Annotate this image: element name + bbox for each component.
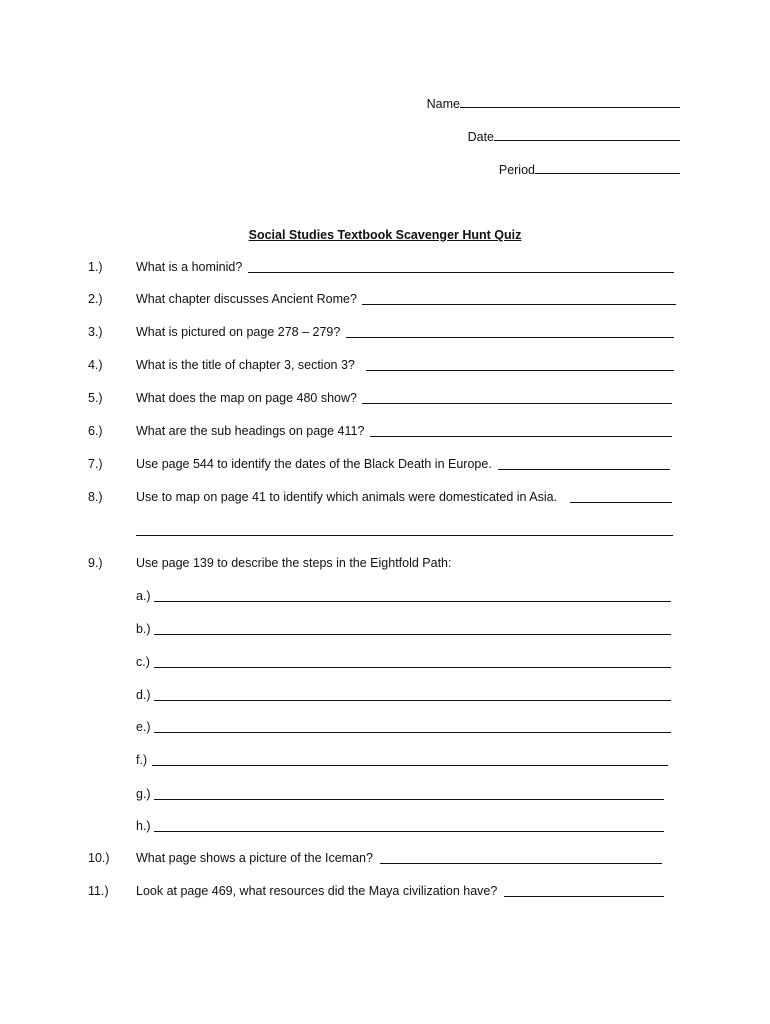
sub-item-a: [0, 589, 770, 605]
page-title: Social Studies Textbook Scavenger Hunt Quiz: [248, 228, 522, 242]
answer-blank[interactable]: [154, 799, 664, 800]
answer-blank[interactable]: [248, 272, 674, 273]
question-number: 4.): [88, 358, 103, 372]
answer-blank[interactable]: [504, 896, 664, 897]
sub-item-g: [0, 787, 770, 803]
answer-blank[interactable]: [154, 700, 671, 701]
name-blank[interactable]: [460, 95, 680, 108]
sub-item-f: [0, 753, 770, 769]
question-number: 8.): [88, 490, 103, 504]
sub-item-b: [0, 622, 770, 638]
sub-item-h: [0, 819, 770, 835]
sub-item-label: h.): [136, 819, 151, 833]
period-field[interactable]: [499, 161, 680, 177]
name-label: Name: [426, 97, 460, 111]
question-text: What does the map on page 480 show?: [136, 391, 357, 405]
question-text: What is the title of chapter 3, section 3?: [136, 358, 355, 372]
answer-blank[interactable]: [362, 304, 676, 305]
question-text: What chapter discusses Ancient Rome?: [136, 292, 357, 306]
answer-blank[interactable]: [362, 403, 672, 404]
question-text: What is a hominid?: [136, 260, 243, 274]
question-4: [0, 358, 770, 374]
answer-blank[interactable]: [154, 667, 671, 668]
question-number: 9.): [88, 556, 103, 570]
sub-item-label: f.): [136, 753, 148, 767]
question-text: What are the sub headings on page 411?: [136, 424, 365, 438]
sub-item-label: c.): [136, 655, 150, 669]
answer-blank[interactable]: [154, 601, 671, 602]
answer-blank[interactable]: [154, 831, 664, 832]
question-text: What is pictured on page 278 – 279?: [136, 325, 341, 339]
question-8-continuation: [0, 523, 770, 539]
question-9: [0, 556, 770, 572]
question-text: Use page 139 to describe the steps in the Eightfold Path:: [136, 556, 452, 570]
answer-blank[interactable]: [154, 732, 671, 733]
question-number: 1.): [88, 260, 103, 274]
name-field[interactable]: [427, 95, 680, 111]
sub-item-label: d.): [136, 688, 151, 702]
question-number: 3.): [88, 325, 103, 339]
question-number: 7.): [88, 457, 103, 471]
answer-blank[interactable]: [498, 469, 670, 470]
sub-item-d: [0, 688, 770, 704]
sub-item-label: e.): [136, 720, 151, 734]
sub-item-label: a.): [136, 589, 151, 603]
question-3: [0, 325, 770, 341]
question-8: [0, 490, 770, 506]
date-field[interactable]: [468, 128, 680, 144]
answer-blank[interactable]: [370, 436, 672, 437]
answer-blank[interactable]: [380, 863, 662, 864]
question-text: What page shows a picture of the Iceman?: [136, 851, 373, 865]
period-label: Period: [498, 163, 535, 177]
answer-blank[interactable]: [570, 502, 672, 503]
question-number: 10.): [88, 851, 110, 865]
question-text: Look at page 469, what resources did the Maya civilization have?: [136, 884, 498, 898]
question-number: 5.): [88, 391, 103, 405]
question-2: [0, 292, 770, 308]
date-blank[interactable]: [494, 128, 680, 141]
question-number: 2.): [88, 292, 103, 306]
question-11: [0, 884, 770, 900]
date-label: Date: [467, 130, 494, 144]
question-7: [0, 457, 770, 473]
answer-blank[interactable]: [152, 765, 668, 766]
sub-item-c: [0, 655, 770, 671]
question-number: 11.): [88, 884, 109, 898]
question-1: [0, 260, 770, 276]
answer-blank[interactable]: [346, 337, 674, 338]
answer-blank[interactable]: [154, 634, 671, 635]
question-text: Use page 544 to identify the dates of the Black Death in Europe.: [136, 457, 492, 471]
question-10: [0, 851, 770, 867]
question-number: 6.): [88, 424, 103, 438]
sub-item-e: [0, 720, 770, 736]
question-5: [0, 391, 770, 407]
period-blank[interactable]: [535, 161, 680, 174]
answer-blank[interactable]: [136, 535, 673, 536]
question-6: [0, 424, 770, 440]
question-text: Use to map on page 41 to identify which animals were domesticated in Asia.: [136, 490, 558, 504]
sub-item-label: g.): [136, 787, 151, 801]
answer-blank[interactable]: [366, 370, 674, 371]
sub-item-label: b.): [136, 622, 151, 636]
